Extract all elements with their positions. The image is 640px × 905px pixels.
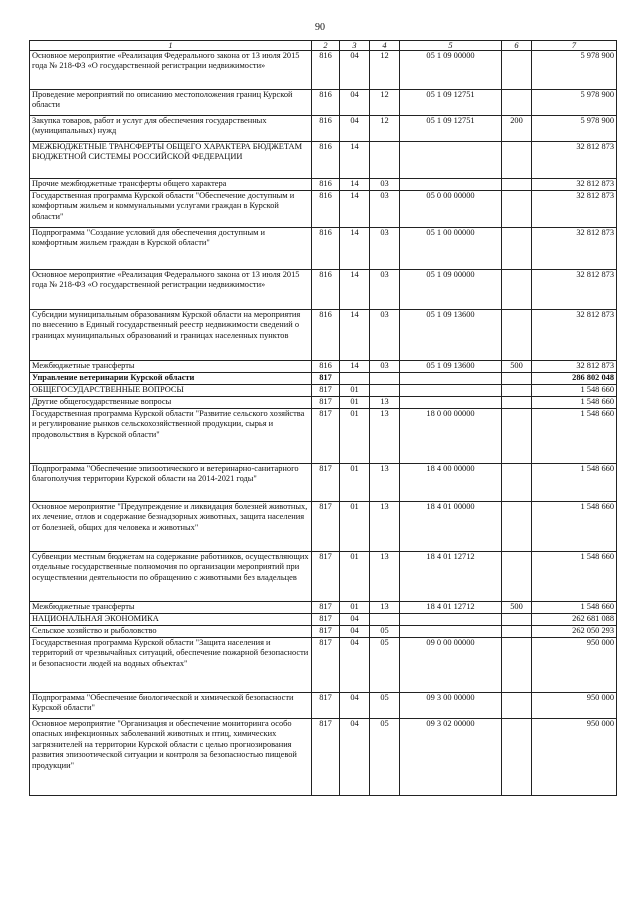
- page-number: 90: [315, 22, 325, 33]
- row-subsection: 03: [370, 310, 400, 361]
- row-section: 01: [340, 602, 370, 614]
- row-amount: 5 978 900: [532, 51, 617, 90]
- row-name: ОБЩЕГОСУДАРСТВЕННЫЕ ВОПРОСЫ: [30, 385, 312, 397]
- row-amount: 32 812 873: [532, 361, 617, 373]
- table-row: [30, 693, 617, 719]
- header-cell-4: 4: [370, 41, 400, 51]
- row-amount: 32 812 873: [532, 179, 617, 191]
- row-ved: 816: [312, 270, 340, 310]
- row-subsection: 03: [370, 228, 400, 270]
- row-target-article: 18 4 01 12712: [400, 552, 502, 602]
- row-target-article: 18 4 01 00000: [400, 502, 502, 552]
- row-amount: 5 978 900: [532, 90, 617, 116]
- row-ved: 817: [312, 409, 340, 464]
- row-ved: 816: [312, 179, 340, 191]
- row-name: Управление ветеринарии Курской области: [30, 373, 312, 385]
- row-subsection: 13: [370, 502, 400, 552]
- row-section: 14: [340, 228, 370, 270]
- row-ved: 817: [312, 385, 340, 397]
- row-name: Другие общегосударственные вопросы: [30, 397, 312, 409]
- header-cell-6: 6: [502, 41, 532, 51]
- row-subsection: 13: [370, 602, 400, 614]
- table-row: [30, 51, 617, 90]
- row-name: Государственная программа Курской области "Развитие сельского хозяйства и регулирование рынков сельскохозяйственной продукции, сырья и продовольствия в Курской области": [30, 409, 312, 464]
- header-cell-7: 7: [532, 41, 617, 51]
- row-name: Основное мероприятие "Организация и обеспечение мониторинга особо опасных инфекционных заболеваний животных и птиц, химических загрязнителей на территории Курской области с целью прогнозирования развития эпизоотической ситуации и контроля за безопасностью пищевой продукции": [30, 719, 312, 796]
- row-target-article: [400, 373, 502, 385]
- row-subsection: [370, 373, 400, 385]
- row-expense-type: [502, 191, 532, 228]
- row-subsection: 12: [370, 90, 400, 116]
- table-row: [30, 638, 617, 693]
- row-target-article: 05 1 09 12751: [400, 116, 502, 142]
- row-ved: 816: [312, 191, 340, 228]
- row-section: 14: [340, 310, 370, 361]
- row-name: Подпрограмма "Обеспечение эпизоотического и ветеринарно-санитарного благополучия территории Курской области на 2014-2021 годы": [30, 464, 312, 502]
- row-expense-type: [502, 270, 532, 310]
- row-ved: 817: [312, 602, 340, 614]
- table-row: [30, 361, 617, 373]
- row-subsection: 13: [370, 397, 400, 409]
- header-cell-3: 3: [340, 41, 370, 51]
- row-expense-type: [502, 51, 532, 90]
- table-row: [30, 397, 617, 409]
- row-section: 01: [340, 409, 370, 464]
- table-row: [30, 179, 617, 191]
- row-subsection: 12: [370, 116, 400, 142]
- table-row: [30, 90, 617, 116]
- row-amount: 5 978 900: [532, 116, 617, 142]
- header-row: [30, 41, 617, 51]
- row-ved: 816: [312, 116, 340, 142]
- row-target-article: [400, 179, 502, 191]
- row-section: 14: [340, 191, 370, 228]
- table-row: [30, 464, 617, 502]
- table-header: [30, 41, 617, 51]
- row-subsection: 05: [370, 693, 400, 719]
- row-amount: 32 812 873: [532, 270, 617, 310]
- table-row: [30, 602, 617, 614]
- header-cell-5: 5: [400, 41, 502, 51]
- row-expense-type: [502, 142, 532, 179]
- row-target-article: 05 1 09 13600: [400, 361, 502, 373]
- row-ved: 816: [312, 51, 340, 90]
- row-expense-type: 500: [502, 602, 532, 614]
- row-amount: 32 812 873: [532, 142, 617, 179]
- row-target-article: [400, 397, 502, 409]
- row-amount: 1 548 660: [532, 385, 617, 397]
- row-section: 14: [340, 179, 370, 191]
- row-ved: 817: [312, 693, 340, 719]
- row-expense-type: [502, 614, 532, 626]
- row-name: Подпрограмма "Обеспечение биологической и химической безопасности Курской области": [30, 693, 312, 719]
- row-subsection: 05: [370, 638, 400, 693]
- row-amount: 32 812 873: [532, 228, 617, 270]
- row-subsection: 05: [370, 626, 400, 638]
- row-target-article: 05 1 09 00000: [400, 51, 502, 90]
- table-row: [30, 191, 617, 228]
- row-expense-type: [502, 385, 532, 397]
- row-expense-type: [502, 397, 532, 409]
- row-target-article: 05 1 09 13600: [400, 310, 502, 361]
- table-row: [30, 373, 617, 385]
- row-name: Основное мероприятие «Реализация Федерального закона от 13 июля 2015 года № 218-ФЗ «О государственной регистрации недвижимости»: [30, 51, 312, 90]
- table-row: [30, 228, 617, 270]
- row-amount: 950 000: [532, 638, 617, 693]
- row-section: 01: [340, 502, 370, 552]
- row-target-article: 09 3 02 00000: [400, 719, 502, 796]
- row-amount: 950 000: [532, 693, 617, 719]
- row-subsection: 03: [370, 179, 400, 191]
- row-section: 04: [340, 719, 370, 796]
- row-ved: 817: [312, 552, 340, 602]
- table-row: [30, 626, 617, 638]
- row-subsection: 03: [370, 191, 400, 228]
- row-ved: 816: [312, 310, 340, 361]
- row-name: Сельское хозяйство и рыболовство: [30, 626, 312, 638]
- row-subsection: [370, 614, 400, 626]
- row-expense-type: [502, 90, 532, 116]
- row-expense-type: [502, 502, 532, 552]
- row-section: 14: [340, 142, 370, 179]
- row-ved: 816: [312, 142, 340, 179]
- table-row: [30, 385, 617, 397]
- row-target-article: [400, 385, 502, 397]
- row-subsection: [370, 385, 400, 397]
- row-amount: 1 548 660: [532, 602, 617, 614]
- table-body: [30, 51, 617, 796]
- row-target-article: 05 1 09 00000: [400, 270, 502, 310]
- table-row: [30, 116, 617, 142]
- row-target-article: [400, 626, 502, 638]
- row-name: Основное мероприятие "Предупреждение и ликвидация болезней животных, их лечение, отлов и содержание безнадзорных животных, защита населения от болезней, общих для человека и животных": [30, 502, 312, 552]
- row-expense-type: 500: [502, 361, 532, 373]
- row-subsection: 13: [370, 464, 400, 502]
- table-row: [30, 142, 617, 179]
- row-ved: 817: [312, 464, 340, 502]
- row-target-article: 09 0 00 00000: [400, 638, 502, 693]
- table-row: [30, 409, 617, 464]
- row-amount: 950 000: [532, 719, 617, 796]
- budget-table: [29, 40, 617, 796]
- header-cell-1: 1: [30, 41, 312, 51]
- row-name: Субвенции местным бюджетам на содержание работников, осуществляющих отдельные государственные полномочия по организации мероприятий при осуществлении деятельности по обращению с животными без владельцев: [30, 552, 312, 602]
- header-cell-2: 2: [312, 41, 340, 51]
- row-target-article: [400, 142, 502, 179]
- row-expense-type: [502, 464, 532, 502]
- row-expense-type: [502, 179, 532, 191]
- table-row: [30, 552, 617, 602]
- row-section: [340, 373, 370, 385]
- table-row: [30, 270, 617, 310]
- row-target-article: 18 0 00 00000: [400, 409, 502, 464]
- row-name: Прочие межбюджетные трансферты общего характера: [30, 179, 312, 191]
- row-ved: 816: [312, 228, 340, 270]
- table-row: [30, 719, 617, 796]
- row-section: 04: [340, 626, 370, 638]
- row-name: МЕЖБЮДЖЕТНЫЕ ТРАНСФЕРТЫ ОБЩЕГО ХАРАКТЕРА БЮДЖЕТАМ БЮДЖЕТНОЙ СИСТЕМЫ РОССИЙСКОЙ ФЕДЕРАЦИИ: [30, 142, 312, 179]
- row-subsection: 03: [370, 270, 400, 310]
- row-amount: 32 812 873: [532, 191, 617, 228]
- row-name: Государственная программа Курской области "Обеспечение доступным и комфортным жильем и коммунальными услугами граждан в Курской области": [30, 191, 312, 228]
- row-expense-type: [502, 228, 532, 270]
- row-name: Проведение мероприятий по описанию местоположения границ Курской области: [30, 90, 312, 116]
- row-ved: 817: [312, 614, 340, 626]
- row-ved: 816: [312, 90, 340, 116]
- row-subsection: 13: [370, 552, 400, 602]
- row-name: Межбюджетные трансферты: [30, 602, 312, 614]
- row-target-article: 05 0 00 00000: [400, 191, 502, 228]
- table-row: [30, 310, 617, 361]
- row-target-article: 18 4 00 00000: [400, 464, 502, 502]
- row-ved: 817: [312, 626, 340, 638]
- row-expense-type: [502, 719, 532, 796]
- row-amount: 1 548 660: [532, 409, 617, 464]
- row-amount: 286 802 048: [532, 373, 617, 385]
- row-ved: 817: [312, 373, 340, 385]
- row-name: Подпрограмма "Создание условий для обеспечения доступным и комфортным жильем граждан в Курской области": [30, 228, 312, 270]
- row-name: Закупка товаров, работ и услуг для обеспечения государственных (муниципальных) нужд: [30, 116, 312, 142]
- row-subsection: 03: [370, 361, 400, 373]
- row-section: 04: [340, 90, 370, 116]
- table-row: [30, 614, 617, 626]
- row-amount: 1 548 660: [532, 552, 617, 602]
- row-subsection: 13: [370, 409, 400, 464]
- row-name: НАЦИОНАЛЬНАЯ ЭКОНОМИКА: [30, 614, 312, 626]
- row-section: 01: [340, 385, 370, 397]
- row-expense-type: [502, 626, 532, 638]
- row-subsection: 12: [370, 51, 400, 90]
- row-section: 04: [340, 614, 370, 626]
- row-subsection: 05: [370, 719, 400, 796]
- row-section: 01: [340, 552, 370, 602]
- row-expense-type: [502, 373, 532, 385]
- row-section: 04: [340, 51, 370, 90]
- row-section: 14: [340, 270, 370, 310]
- row-target-article: 09 3 00 00000: [400, 693, 502, 719]
- row-amount: 262 050 293: [532, 626, 617, 638]
- row-section: 01: [340, 397, 370, 409]
- row-ved: 817: [312, 719, 340, 796]
- row-subsection: [370, 142, 400, 179]
- row-ved: 817: [312, 638, 340, 693]
- row-amount: 32 812 873: [532, 310, 617, 361]
- row-section: 14: [340, 361, 370, 373]
- row-expense-type: [502, 409, 532, 464]
- row-amount: 1 548 660: [532, 397, 617, 409]
- row-ved: 817: [312, 397, 340, 409]
- row-section: 04: [340, 116, 370, 142]
- row-section: 01: [340, 464, 370, 502]
- row-name: Субсидии муниципальным образованиям Курской области на мероприятия по внесению в Единый государственный реестр недвижимости сведений о границах муниципальных образований и границах населенных пунктов: [30, 310, 312, 361]
- row-expense-type: [502, 552, 532, 602]
- table-row: [30, 502, 617, 552]
- row-ved: 817: [312, 502, 340, 552]
- row-name: Государственная программа Курской области "Защита населения и территорий от чрезвычайных ситуаций, обеспечение пожарной безопасности и безопасности людей на водных объектах": [30, 638, 312, 693]
- row-target-article: 18 4 01 12712: [400, 602, 502, 614]
- row-section: 04: [340, 638, 370, 693]
- row-target-article: 05 1 09 12751: [400, 90, 502, 116]
- row-amount: 262 681 088: [532, 614, 617, 626]
- row-ved: 816: [312, 361, 340, 373]
- row-expense-type: 200: [502, 116, 532, 142]
- row-expense-type: [502, 310, 532, 361]
- row-name: Основное мероприятие «Реализация Федерального закона от 13 июля 2015 года № 218-ФЗ «О государственной регистрации недвижимости»: [30, 270, 312, 310]
- row-target-article: 05 1 00 00000: [400, 228, 502, 270]
- row-amount: 1 548 660: [532, 464, 617, 502]
- row-target-article: [400, 614, 502, 626]
- row-name: Межбюджетные трансферты: [30, 361, 312, 373]
- row-amount: 1 548 660: [532, 502, 617, 552]
- row-section: 04: [340, 693, 370, 719]
- row-expense-type: [502, 693, 532, 719]
- row-expense-type: [502, 638, 532, 693]
